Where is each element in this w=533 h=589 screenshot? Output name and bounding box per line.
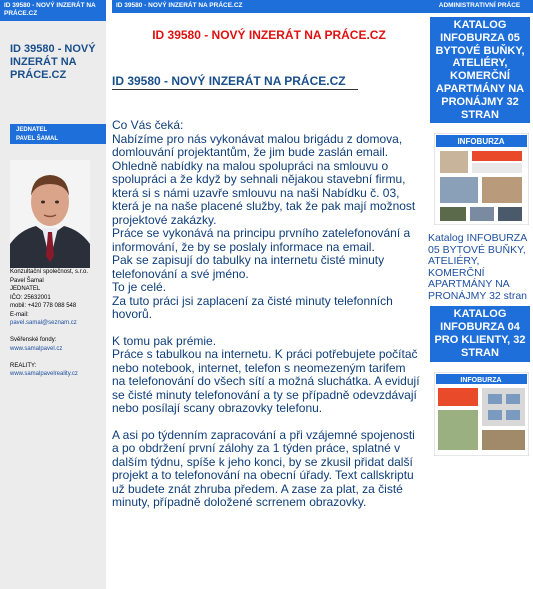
- catalog-05-thumbnail[interactable]: [434, 133, 529, 225]
- left-sidebar: [0, 0, 106, 589]
- right-header-bar: ADMINISTRATIVNÍ PRÁCE: [426, 0, 533, 13]
- left-title: ID 39580 - NOVÝ INZERÁT NA PRÁCE.CZ: [10, 43, 96, 81]
- bonus-paragraph: K tomu pak prémie.: [112, 333, 217, 348]
- catalog-04-box[interactable]: KATALOG INFOBURZA 04 PRO KLIENTY, 32 STRAN: [430, 306, 530, 361]
- catalog-cover-icon: [434, 372, 529, 456]
- offer-paragraph: Nabízíme pro nás vykonávat malou brigádu z domova, domlouvání projektantům, že jim bude zaslán email. Ohledně nabídky na malou spolupráci na smlouvu o spolupráci a že když by sehnali nějakou stavební firmu, která si s námi uzavře smlouvu na naši Nabídku č. 03, která je na naše placené služby, tak že pak mají možnost projektové zakázky.: [112, 131, 416, 227]
- funds-link[interactable]: www.samalpavel.cz: [10, 345, 63, 352]
- intro-heading: Co Vás čeká:: [112, 118, 184, 132]
- main-content: [112, 0, 426, 589]
- requirements-paragraph: Práce s tabulkou na internetu. K práci potřebujete počítač nebo notebook, internet, telefon s neomezeným tarifem na telefonování do všech sítí a možná sluchátka. A evidují se čisté minuty telefonování a ty se případně odevzdávají nebo posílají scany obrazovky telefonu.: [112, 347, 420, 415]
- company-ico: IČO: 25632001: [10, 294, 51, 301]
- person-photo: [10, 160, 90, 268]
- person-photo-icon: [10, 160, 90, 268]
- ad-body: [112, 119, 426, 510]
- catalog-05-link[interactable]: Katalog INFOBURZA 05 BYTOVÉ BUŇKY, ATELIÉRY, KOMERČNÍ APARTMÁNY NA PRONÁJMY 32 stran: [428, 232, 528, 302]
- method-paragraph: Práce se vykonává na principu prvního zatelefonování a informování, že by se poslaly informace na email.: [112, 226, 411, 254]
- table-paragraph: Pak se zapisují do tabulky na internetu čisté minuty telefonování a své jméno.: [112, 253, 385, 281]
- person-role: JEDNATEL: [10, 286, 41, 292]
- thumb1-label: INFOBURZA: [457, 137, 505, 147]
- next-project-paragraph: A asi po týdenním zapracování a při vzájemné spojenosti a po obdržení první zálohy za 1 týden práce, splatné v dalším týdnu, spíše k jeho konci, by se zkusil přidat další projekt a to telefonování na obecní úřady. Text callskriptu už budete znát zhruba předem. A zase za plat, za čisté minuty, případně doložené scrrenem obrazovky.: [112, 427, 415, 509]
- reality-label: REALITY:: [10, 362, 37, 369]
- thumb2-label: INFOBURZA: [460, 376, 502, 384]
- email-link[interactable]: pavel.samal@seznam.cz: [10, 320, 77, 326]
- person-name: Pavel Šamal: [10, 277, 44, 284]
- pay-paragraph: Za tuto práci jsi zaplacení za čisté minuty telefonních hovorů.: [112, 293, 393, 321]
- jednatel-role: JEDNATEL: [16, 127, 48, 133]
- email-label: E-mail:: [10, 311, 29, 318]
- page-title: ID 39580 - NOVÝ INZERÁT NA PRÁCE.CZ: [112, 74, 358, 90]
- right-sidebar: [426, 0, 533, 589]
- catalog-05-box[interactable]: KATALOG INFOBURZA 05 BYTOVÉ BUŇKY, ATELIÉRY, KOMERČNÍ APARTMÁNY NA PRONÁJMY 32 STRAN: [430, 17, 530, 123]
- contact-info: [10, 268, 106, 379]
- catalog-cover-icon: [434, 133, 529, 225]
- phone-number: mobil: +420 778 088 548: [10, 303, 77, 309]
- red-headline: ID 39580 - NOVÝ INZERÁT NA PRÁCE.CZ: [152, 28, 386, 42]
- funds-label: Svěřenské fondy:: [10, 337, 57, 343]
- jednatel-badge: [10, 124, 106, 144]
- main-header-bar: ID 39580 - NOVÝ INZERÁT NA PRÁCE.CZ: [112, 0, 426, 13]
- catalog-04-thumbnail[interactable]: [434, 372, 529, 456]
- left-header-bar: ID 39580 - NOVÝ INZERÁT NA PRÁCE.CZ: [0, 0, 106, 21]
- jednatel-name: PAVEL ŠAMAL: [16, 136, 59, 142]
- done-paragraph: To je celé.: [112, 280, 167, 294]
- company-name: Konzultační společnost, s.r.o.: [10, 269, 89, 275]
- reality-link[interactable]: www.samalpavelreality.cz: [10, 371, 78, 377]
